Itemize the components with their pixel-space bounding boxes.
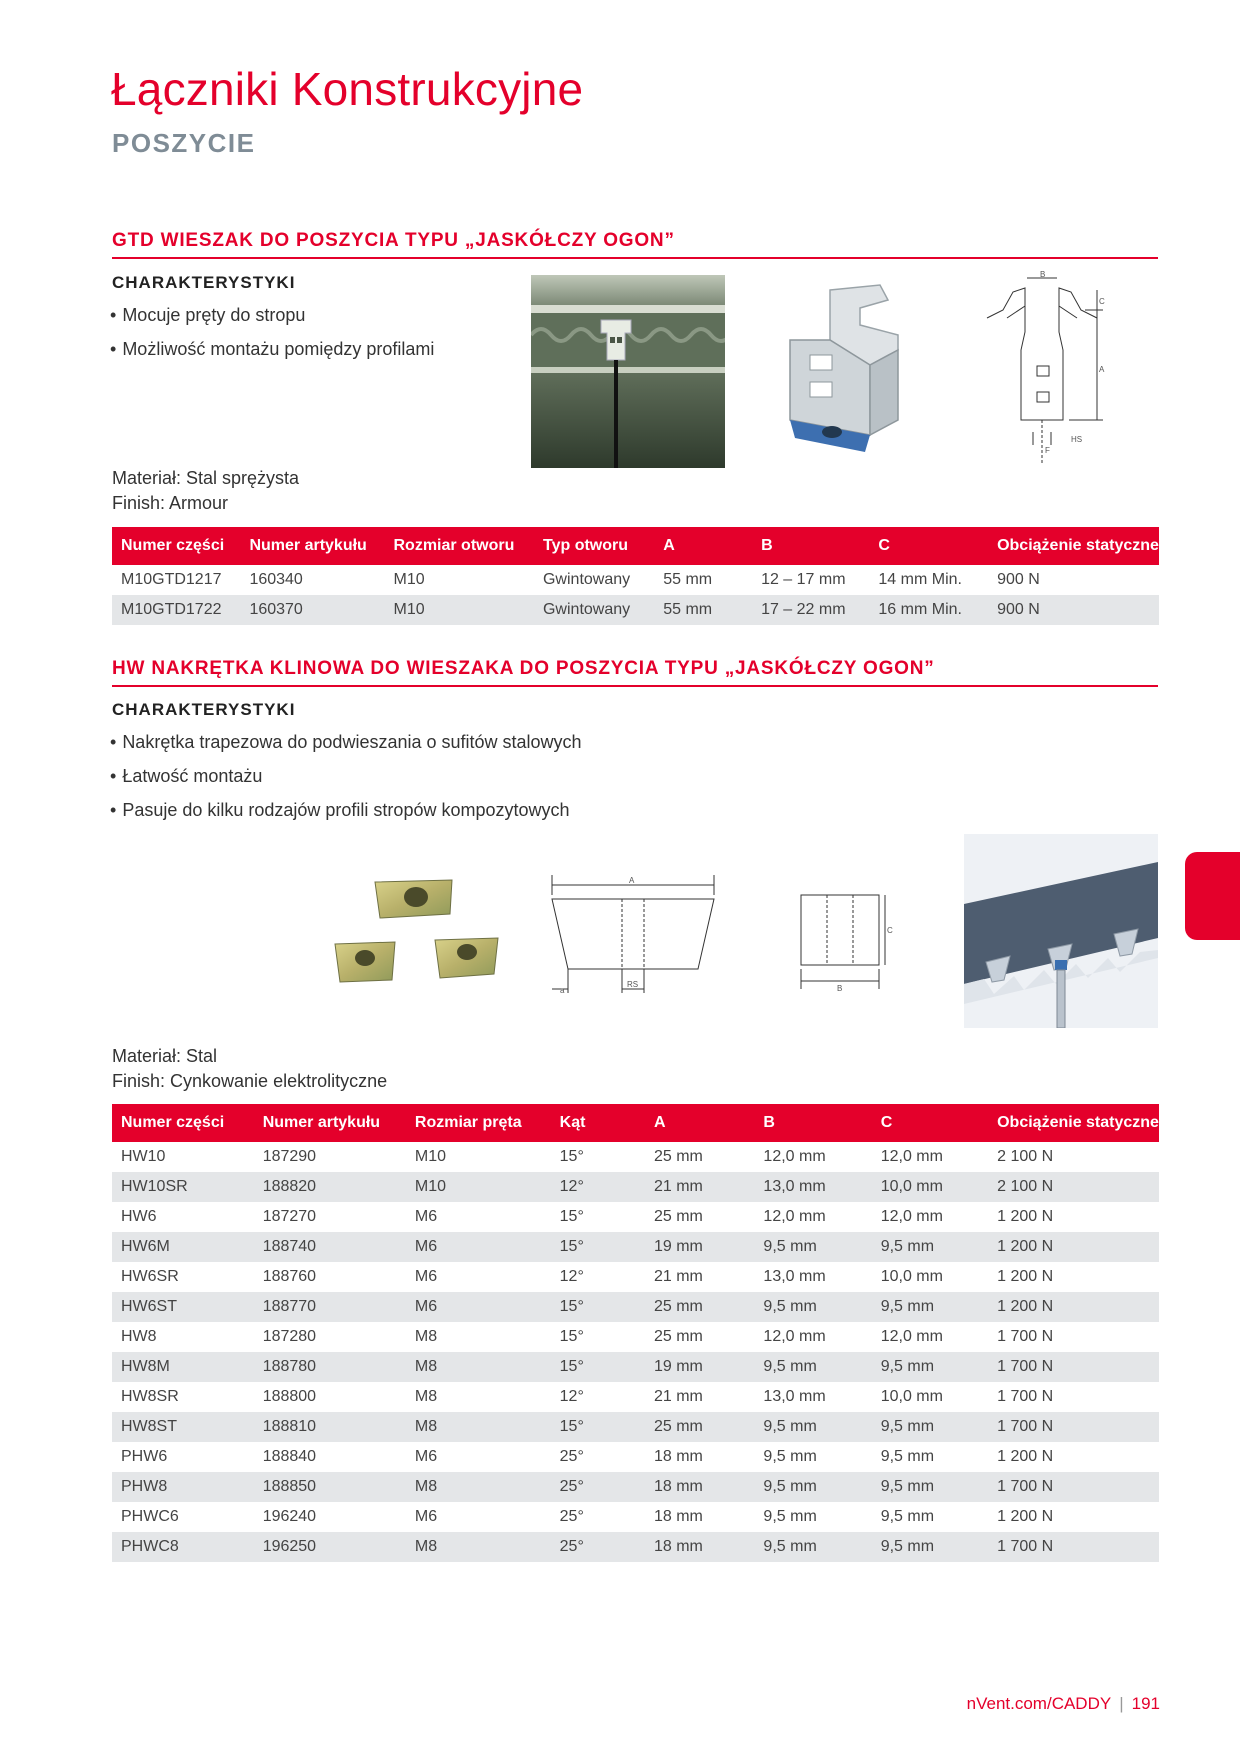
table-cell: M10 bbox=[384, 595, 534, 625]
feature-list-hw bbox=[110, 725, 582, 827]
table-header-row bbox=[112, 1104, 1159, 1142]
table-cell: 9,5 mm bbox=[763, 1508, 817, 1525]
table-cell: M8 bbox=[406, 1352, 551, 1382]
diagram-label-a: A bbox=[629, 876, 635, 885]
table-cell: 25° bbox=[551, 1472, 645, 1502]
table-cell: M8 bbox=[414, 1388, 438, 1405]
table-cell: 188760 bbox=[262, 1268, 317, 1285]
table-cell: 9,5 mm bbox=[872, 1412, 988, 1442]
table-cell: 900 N bbox=[988, 595, 1159, 625]
table-cell: 15° bbox=[559, 1148, 584, 1165]
table-cell: 1 700 N bbox=[988, 1472, 1159, 1502]
table-row bbox=[112, 1262, 1159, 1292]
table-cell: 1 700 N bbox=[988, 1352, 1159, 1382]
table-cell: 900 N bbox=[997, 571, 1040, 588]
table-cell: 15° bbox=[551, 1412, 645, 1442]
nut-left bbox=[335, 942, 395, 982]
table-cell: HW8 bbox=[121, 1328, 157, 1345]
table-cell: 188820 bbox=[254, 1172, 406, 1202]
table-cell: HW6SR bbox=[121, 1268, 179, 1285]
table-cell: HW6ST bbox=[112, 1292, 254, 1322]
table-cell: 15° bbox=[551, 1232, 645, 1262]
table-cell: 1 700 N bbox=[997, 1328, 1054, 1345]
table-cell: 1 200 N bbox=[997, 1208, 1054, 1225]
nut-top bbox=[375, 880, 452, 918]
table-row bbox=[112, 1292, 1159, 1322]
column-header: B bbox=[754, 1104, 871, 1142]
table-cell: 25 mm bbox=[653, 1208, 703, 1225]
table-cell: 55 mm bbox=[663, 571, 713, 588]
table-cell: 188810 bbox=[254, 1412, 406, 1442]
table-cell: 12,0 mm bbox=[763, 1208, 826, 1225]
gtd-dimension-diagram bbox=[985, 270, 1125, 470]
table-cell: 25 mm bbox=[645, 1412, 754, 1442]
table-cell: 188840 bbox=[262, 1448, 317, 1465]
table-cell: 1 700 N bbox=[988, 1532, 1159, 1562]
table-cell: 15° bbox=[559, 1208, 584, 1225]
section-heading-gtd: GTD WIESZAK DO POSZYCIA TYPU „JASKÓŁCZY OGON” bbox=[112, 230, 1158, 259]
table-cell: 13,0 mm bbox=[754, 1172, 871, 1202]
table-cell: 25 mm bbox=[653, 1148, 703, 1165]
table-row bbox=[112, 1532, 1159, 1562]
feature-item: • Możliwość montażu pomiędzy profilami bbox=[110, 332, 434, 366]
table-cell: 18 mm bbox=[653, 1508, 703, 1525]
table-cell: 9,5 mm bbox=[754, 1472, 871, 1502]
table-cell: M6 bbox=[406, 1292, 551, 1322]
table-cell: HW8ST bbox=[112, 1412, 254, 1442]
diagram-label-a-small: a bbox=[560, 986, 565, 995]
footer-separator: | bbox=[1119, 1694, 1124, 1713]
table-cell: M10 bbox=[393, 571, 425, 588]
table-cell: 13,0 mm bbox=[763, 1388, 826, 1405]
finish-text: Finish: Armour bbox=[112, 493, 229, 513]
table-cell: 12,0 mm bbox=[880, 1148, 943, 1165]
table-cell: 13,0 mm bbox=[763, 1268, 826, 1285]
table-cell: 15° bbox=[551, 1352, 645, 1382]
table-cell: 17 – 22 mm bbox=[752, 595, 869, 625]
table-cell: M8 bbox=[406, 1532, 551, 1562]
table-cell: 9,5 mm bbox=[754, 1292, 871, 1322]
material-hw bbox=[112, 1044, 387, 1094]
table-cell: 18 mm bbox=[645, 1472, 754, 1502]
feature-item: • Pasuje do kilku rodzajów profili stropów kompozytowych bbox=[110, 793, 582, 827]
table-cell: M8 bbox=[414, 1328, 438, 1345]
table-cell: 188850 bbox=[254, 1472, 406, 1502]
column-header: Rozmiar pręta bbox=[406, 1104, 551, 1142]
table-cell: 12° bbox=[559, 1388, 584, 1405]
material-text: Materiał: Stal sprężysta bbox=[112, 468, 300, 488]
table-cell: 187270 bbox=[262, 1208, 317, 1225]
column-header: Numer części bbox=[112, 1104, 254, 1142]
column-header: Obciążenie statyczne bbox=[988, 1104, 1159, 1142]
column-header: Rozmiar otworu bbox=[384, 527, 534, 565]
table-cell: M6 bbox=[406, 1232, 551, 1262]
table-cell: 12,0 mm bbox=[880, 1328, 943, 1345]
section-tab-marker bbox=[1185, 852, 1240, 940]
table-row bbox=[112, 1442, 1159, 1472]
table-cell: 12,0 mm bbox=[763, 1148, 826, 1165]
table-cell: 25° bbox=[559, 1508, 584, 1525]
table-cell: 12° bbox=[559, 1268, 584, 1285]
table-cell: 1 700 N bbox=[988, 1412, 1159, 1442]
table-cell: 9,5 mm bbox=[872, 1292, 988, 1322]
table-cell: 15° bbox=[559, 1328, 584, 1345]
page-title: Łączniki Konstrukcyjne bbox=[111, 63, 584, 115]
table-cell: 188780 bbox=[254, 1352, 406, 1382]
column-header: A bbox=[654, 527, 752, 565]
material-text: Materiał: Stal bbox=[112, 1046, 218, 1066]
diagram-label-hs: HS bbox=[1071, 435, 1083, 444]
table-cell: HW6 bbox=[121, 1208, 157, 1225]
hw-side-diagram bbox=[795, 885, 895, 995]
table-cell: Gwintowany bbox=[542, 571, 631, 588]
table-cell: 1 200 N bbox=[988, 1232, 1159, 1262]
table-cell: 14 mm Min. bbox=[878, 571, 962, 588]
table-cell: HW6M bbox=[112, 1232, 254, 1262]
table-row bbox=[112, 595, 1159, 625]
table-cell: 9,5 mm bbox=[872, 1532, 988, 1562]
table-cell: 19 mm bbox=[645, 1232, 754, 1262]
table-cell: 25° bbox=[559, 1448, 584, 1465]
table-cell: M6 bbox=[414, 1508, 438, 1525]
table-cell: 9,5 mm bbox=[872, 1352, 988, 1382]
footer-website-link[interactable]: nVent.com/CADDY bbox=[966, 1694, 1112, 1713]
table-row bbox=[112, 1352, 1159, 1382]
table-cell: PHW6 bbox=[121, 1448, 168, 1465]
table-cell: M10GTD1722 bbox=[112, 595, 240, 625]
hw-nuts-photo bbox=[330, 872, 505, 992]
table-cell: 19 mm bbox=[645, 1352, 754, 1382]
table-cell: 9,5 mm bbox=[872, 1232, 988, 1262]
table-cell: 188770 bbox=[254, 1292, 406, 1322]
table-cell: 55 mm bbox=[654, 595, 752, 625]
table-cell: 18 mm bbox=[645, 1532, 754, 1562]
table-cell: 10,0 mm bbox=[880, 1388, 943, 1405]
table-cell: 9,5 mm bbox=[880, 1448, 935, 1465]
nut-right bbox=[435, 938, 498, 978]
diagram-label-c: C bbox=[887, 926, 893, 935]
table-cell: M10 bbox=[414, 1148, 447, 1165]
table-cell: HW10SR bbox=[112, 1172, 254, 1202]
table-cell: PHW8 bbox=[112, 1472, 254, 1502]
feature-item: • Łatwość montażu bbox=[110, 759, 582, 793]
column-header: Typ otworu bbox=[534, 527, 654, 565]
table-cell: 1 700 N bbox=[997, 1388, 1054, 1405]
table-cell: 196240 bbox=[262, 1508, 317, 1525]
section-heading-hw: HW NAKRĘTKA KLINOWA DO WIESZAKA DO POSZYCIA TYPU „JASKÓŁCZY OGON” bbox=[112, 658, 1158, 687]
table-cell: 9,5 mm bbox=[872, 1472, 988, 1502]
table-row bbox=[112, 1202, 1159, 1232]
table-cell: HW10 bbox=[121, 1148, 166, 1165]
diagram-label-b: B bbox=[837, 984, 843, 993]
column-header: C bbox=[872, 1104, 988, 1142]
diagram-label-a: A bbox=[1099, 365, 1105, 374]
column-header: Numer artykułu bbox=[240, 527, 384, 565]
table-row bbox=[112, 1142, 1159, 1172]
table-cell: 1 200 N bbox=[997, 1448, 1054, 1465]
table-row bbox=[112, 565, 1159, 595]
table-cell: M6 bbox=[414, 1448, 438, 1465]
table-cell: 9,5 mm bbox=[754, 1532, 871, 1562]
table-cell: 187280 bbox=[262, 1328, 317, 1345]
table-cell: HW8SR bbox=[121, 1388, 179, 1405]
column-header: Numer części bbox=[112, 527, 240, 565]
table-cell: 21 mm bbox=[653, 1388, 703, 1405]
table-cell: 12,0 mm bbox=[763, 1328, 826, 1345]
table-cell: 9,5 mm bbox=[880, 1508, 935, 1525]
table-row bbox=[112, 1472, 1159, 1502]
page-subtitle: POSZYCIE bbox=[112, 128, 256, 158]
table-cell: 9,5 mm bbox=[754, 1352, 871, 1382]
table-cell: 9,5 mm bbox=[754, 1232, 871, 1262]
table-cell: PHWC8 bbox=[112, 1532, 254, 1562]
table-cell: 1 200 N bbox=[988, 1292, 1159, 1322]
hw-front-diagram bbox=[540, 865, 720, 1005]
table-cell: 9,5 mm bbox=[763, 1448, 817, 1465]
material-gtd bbox=[112, 466, 299, 516]
table-cell: 18 mm bbox=[653, 1448, 703, 1465]
table-cell: M8 bbox=[406, 1472, 551, 1502]
table-cell: 196250 bbox=[254, 1532, 406, 1562]
table-row bbox=[112, 1232, 1159, 1262]
table-cell: M6 bbox=[414, 1208, 438, 1225]
table-cell: 188800 bbox=[262, 1388, 317, 1405]
feature-list-gtd bbox=[110, 298, 434, 366]
table-cell: Gwintowany bbox=[534, 595, 654, 625]
column-header: B bbox=[752, 527, 869, 565]
table-cell: 1 200 N bbox=[997, 1508, 1054, 1525]
characteristics-label-gtd: CHARAKTERYSTYKI bbox=[112, 273, 296, 292]
finish-text: Finish: Cynkowanie elektrolityczne bbox=[112, 1071, 388, 1091]
column-header: A bbox=[645, 1104, 754, 1142]
table-cell: 10,0 mm bbox=[872, 1172, 988, 1202]
column-header: C bbox=[869, 527, 988, 565]
table-cell: 16 mm Min. bbox=[869, 595, 988, 625]
table-cell: 12,0 mm bbox=[880, 1208, 943, 1225]
column-header: Numer artykułu bbox=[254, 1104, 406, 1142]
table-cell: 187290 bbox=[262, 1148, 317, 1165]
table-cell: 2 100 N bbox=[988, 1172, 1159, 1202]
table-cell: 9,5 mm bbox=[754, 1412, 871, 1442]
table-cell: 25 mm bbox=[653, 1328, 703, 1345]
table-cell: 188740 bbox=[254, 1232, 406, 1262]
table-cell: 1 200 N bbox=[997, 1268, 1054, 1285]
table-row bbox=[112, 1412, 1159, 1442]
table-row bbox=[112, 1172, 1159, 1202]
page-number: 191 bbox=[1131, 1694, 1160, 1713]
feature-item: • Mocuje pręty do stropu bbox=[110, 298, 434, 332]
diagram-label-b: B bbox=[1040, 270, 1046, 279]
column-header: Kąt bbox=[551, 1104, 645, 1142]
table-cell: M8 bbox=[406, 1412, 551, 1442]
column-header: Obciążenie statyczne bbox=[988, 527, 1159, 565]
table-cell: M10GTD1217 bbox=[121, 571, 222, 588]
table-cell: 2 100 N bbox=[997, 1148, 1054, 1165]
table-cell: 15° bbox=[551, 1292, 645, 1322]
table-cell: HW8M bbox=[112, 1352, 254, 1382]
feature-item: • Nakrętka trapezowa do podwieszania o sufitów stalowych bbox=[110, 725, 582, 759]
diagram-label-f: F bbox=[1045, 446, 1050, 455]
table-cell: 10,0 mm bbox=[880, 1268, 943, 1285]
diagram-label-rs: RS bbox=[627, 980, 639, 989]
table-cell: 25 mm bbox=[645, 1292, 754, 1322]
table-cell: 12° bbox=[551, 1172, 645, 1202]
table-cell: M6 bbox=[414, 1268, 438, 1285]
table-cell: 160340 bbox=[249, 571, 303, 588]
table-cell: 12 – 17 mm bbox=[761, 571, 846, 588]
hw-spec-table bbox=[112, 1104, 1159, 1562]
table-header-row bbox=[112, 527, 1159, 565]
table-cell: 25° bbox=[551, 1532, 645, 1562]
table-cell: 160370 bbox=[240, 595, 384, 625]
hw-installed-rendering bbox=[964, 834, 1158, 1028]
page-footer bbox=[967, 1694, 1160, 1714]
gtd-spec-table bbox=[112, 527, 1159, 625]
table-cell: 21 mm bbox=[653, 1268, 703, 1285]
gtd-installed-photo bbox=[531, 275, 725, 468]
table-row bbox=[112, 1502, 1159, 1532]
table-cell: PHWC6 bbox=[121, 1508, 179, 1525]
gtd-product-image bbox=[770, 280, 930, 455]
characteristics-label-hw: CHARAKTERYSTYKI bbox=[112, 700, 296, 719]
table-cell: M10 bbox=[406, 1172, 551, 1202]
table-row bbox=[112, 1322, 1159, 1352]
diagram-label-c: C bbox=[1099, 297, 1105, 306]
table-cell: 21 mm bbox=[645, 1172, 754, 1202]
table-row bbox=[112, 1382, 1159, 1412]
